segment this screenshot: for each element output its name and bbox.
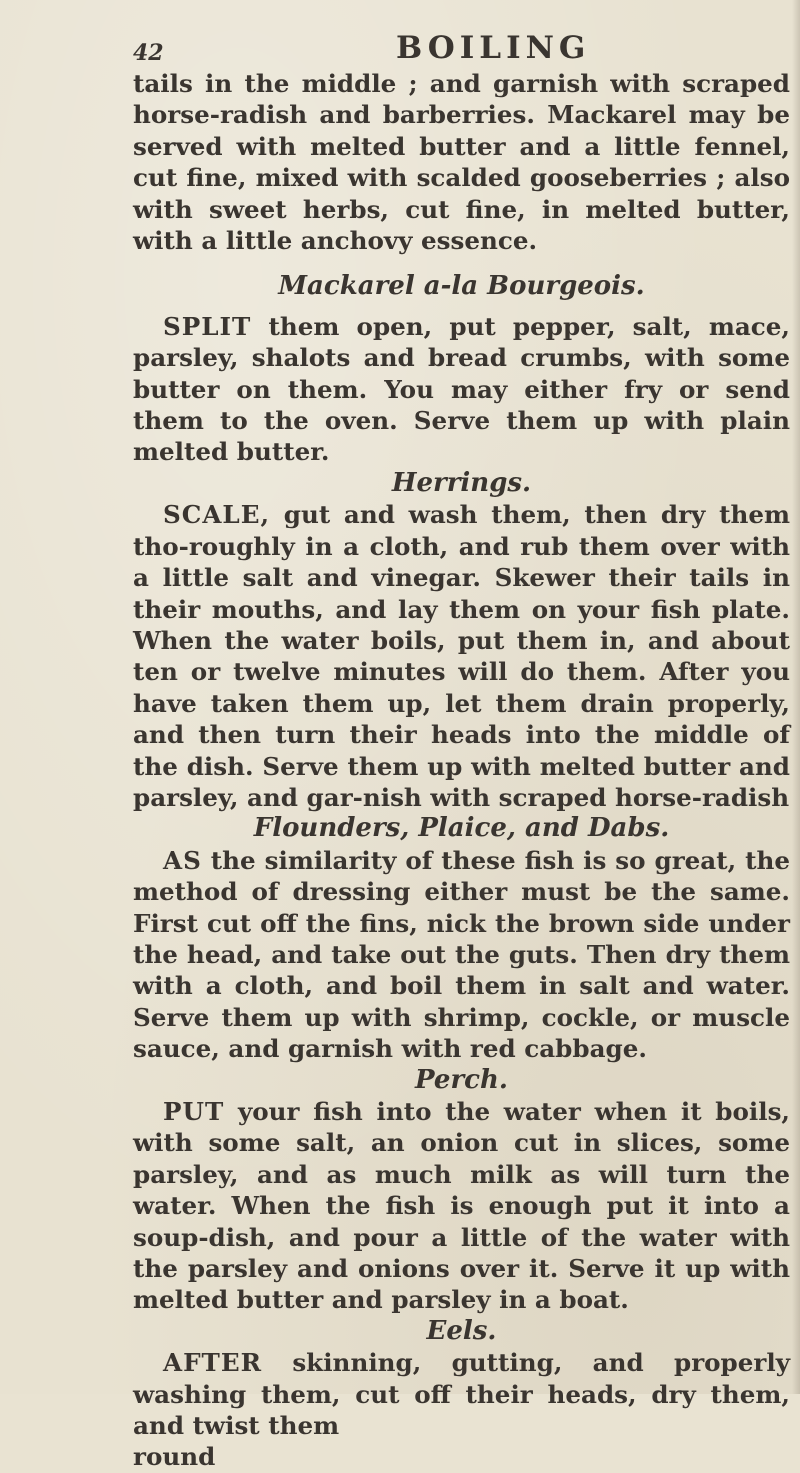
paragraph-text: them open, put pepper, salt, mace, parsley, shalots and bread crumbs, with some butter on them. You may either fry or send them to the oven. Serve them up with plain melted butter. — [133, 311, 790, 467]
lead-word: SPLIT — [163, 311, 252, 341]
paragraph-text: skinning, gutting, and properly washing them, cut off their heads, dry them, and twist them — [133, 1348, 790, 1441]
paragraph-eels — [133, 1347, 790, 1441]
paragraph-flounders — [133, 845, 790, 1065]
continued-paragraph: tails in the middle ; and garnish with scraped horse-radish and barberries. Mackarel may be served with melted butter and a little fennel, cut fine, mixed with scalded gooseberries ; also with sweet herbs, cut fine, in melted butter, with a little anchovy essence. — [133, 69, 790, 256]
running-head: BOILING — [396, 30, 591, 66]
catchword: round — [133, 1442, 216, 1472]
page-number: 42 — [133, 40, 164, 66]
section-heading-flounders: Flounders, Plaice, and Dabs. — [253, 813, 670, 844]
page-body — [133, 68, 790, 1473]
section-heading-mackarel-bourgeois: Mackarel a-la Bourgeois. — [278, 271, 645, 302]
section-heading-perch: Perch. — [415, 1064, 508, 1095]
lead-word: PUT — [163, 1097, 225, 1126]
lead-word: SCALE, — [163, 500, 271, 530]
page-edge-shadow — [792, 0, 800, 1394]
paragraph-herrings — [133, 499, 790, 813]
section-heading-herrings: Herrings. — [391, 467, 532, 498]
page-header — [133, 28, 793, 68]
lead-word: AFTER — [163, 1348, 263, 1378]
paragraph-perch — [133, 1096, 790, 1316]
lead-word: AS — [163, 845, 202, 875]
paragraph-text: the similarity of these fish is so great, the method of dressing either must be the same. First cut off the fins, nick the brown side under the head, and take out the guts. Then dry them with a cloth, and boil them in salt and water. Serve them up with shrimp, cockle, or muscle sauce, and garnish with red cabbage. — [133, 845, 790, 1064]
paragraph-mackarel-bourgeois — [133, 311, 790, 468]
paragraph-text: gut and wash them, then dry them tho-roughly in a cloth, and rub them over with a little salt and vinegar. Skewer their tails in their mouths, and lay them on your fish plate. When the water boils, put them in, and about ten or twelve minutes will do them. After you have taken them up, let them drain properly, and then turn their heads into the middle of the dish. Serve them up with melted butter and parsley, and gar-nish with scraped horse-radish — [133, 500, 790, 812]
paragraph-text: your fish into the water when it boils, with some salt, an onion cut in slices, some parsley, and as much milk as will turn the water. When the fish is enough put it into a soup-dish, and pour a little of the water with the parsley and onions over it. Serve it up with melted butter and parsley in a boat. — [133, 1097, 790, 1315]
section-heading-eels: Eels. — [426, 1315, 497, 1346]
